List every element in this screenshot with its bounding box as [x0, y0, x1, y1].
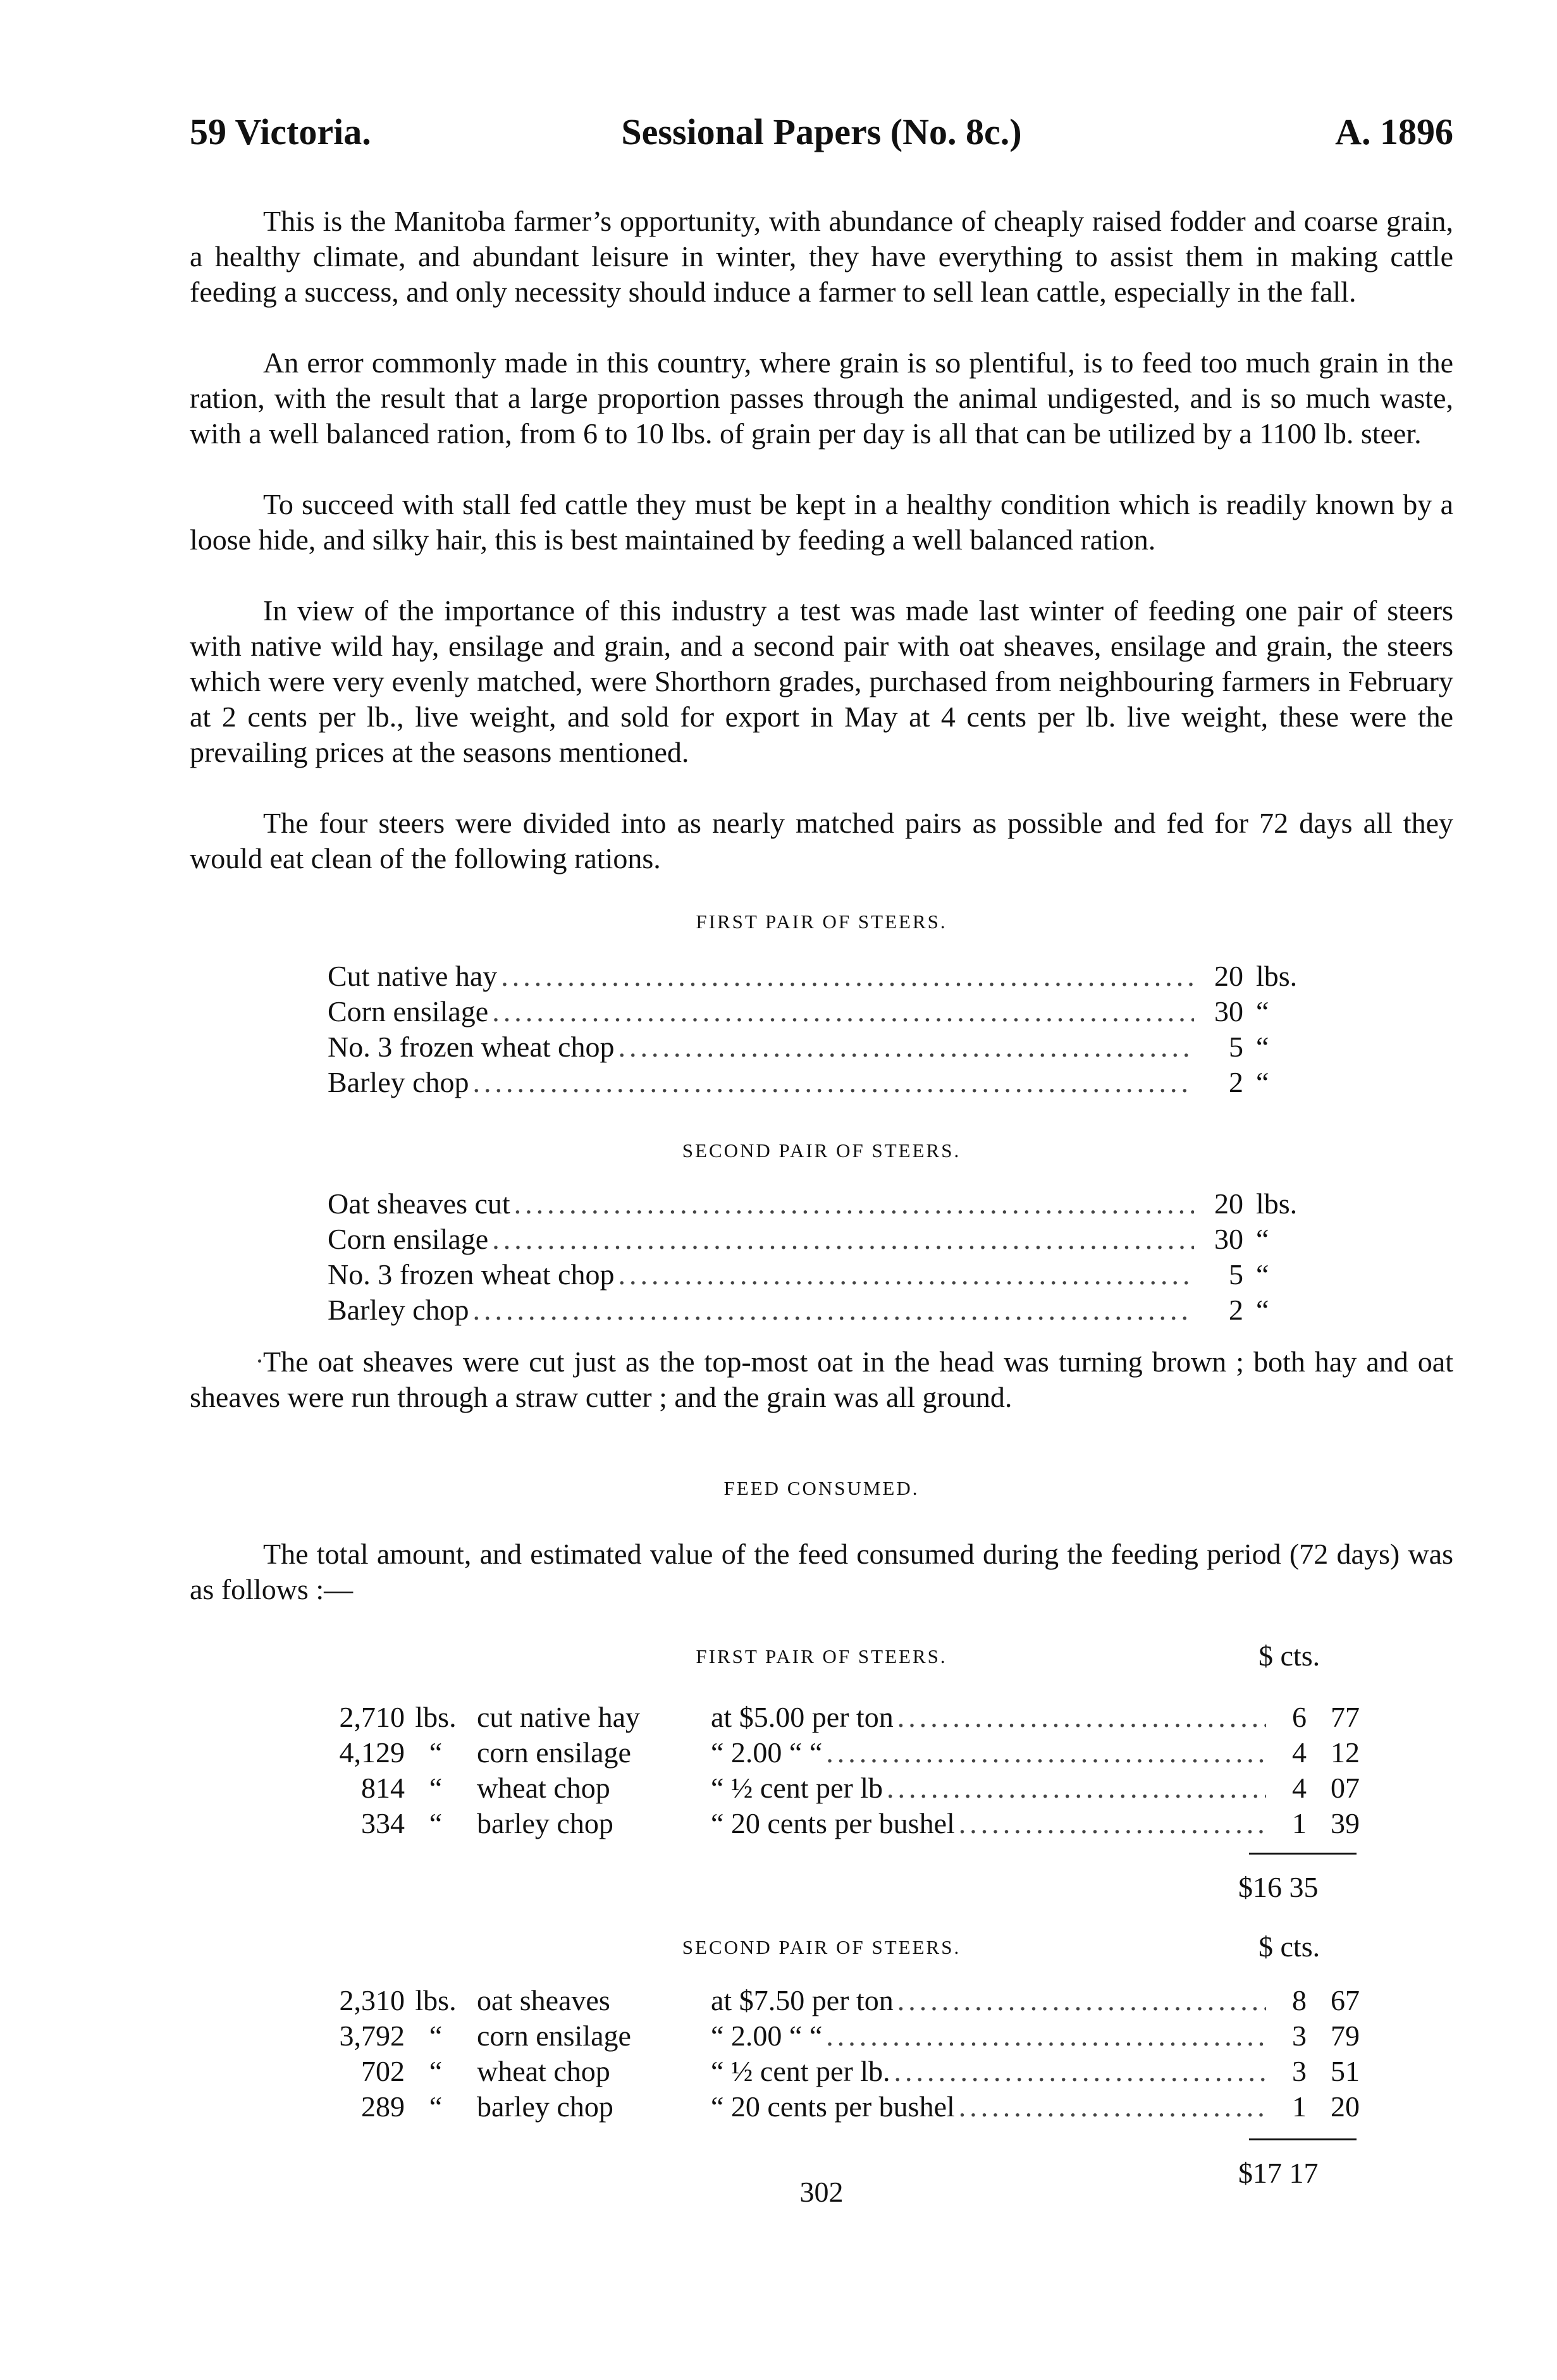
- cell-item: cut native hay: [477, 1701, 641, 1733]
- ration-qty: 20: [1214, 960, 1243, 992]
- cost-header-first: [190, 1639, 1453, 1674]
- paragraph-total-amount: The total amount, and estimated value of the feed consumed during the feeding period (72 days) was as follows :—: [190, 1538, 1453, 1605]
- cell-unit: “: [429, 1772, 443, 1804]
- leader-dots: [614, 1029, 1194, 1065]
- cell-weight: 3,792: [339, 2020, 405, 2052]
- cell-item: barley chop: [477, 1807, 613, 1839]
- cell-rate: “ 2.00 “ “: [711, 1736, 823, 1769]
- cell-cents: 39: [1331, 1807, 1360, 1839]
- ration-unit: “: [1256, 995, 1269, 1027]
- cell-unit: “: [429, 2020, 443, 2052]
- cell-cents: 67: [1331, 1984, 1360, 2016]
- cell-dollars: 4: [1292, 1736, 1307, 1769]
- table-row: [285, 2054, 1360, 2089]
- ration-label: Cut native hay: [328, 960, 498, 992]
- cell-item: wheat chop: [477, 1772, 610, 1804]
- ration-unit: “: [1256, 1066, 1269, 1098]
- leader-dots: [614, 1257, 1194, 1292]
- paragraph-oat-sheaves: The oat sheaves were cut just as the top-most oat in the head was turning brown ; both hay and oat sheaves were run through a straw cutter ; and the grain was all ground.: [190, 1346, 1453, 1413]
- header-session: 59 Victoria.: [190, 111, 371, 152]
- currency-label: $ cts.: [1259, 1640, 1320, 1672]
- ration-row: [328, 1029, 1326, 1065]
- paragraph-stall-fed: To succeed with stall fed cattle they must be kept in a healthy condition which is readily known by a loose hide, and silky hair, this is best maintained by feeding a well balanced ration.: [190, 488, 1453, 556]
- cell-item: corn ensilage: [477, 1736, 631, 1769]
- cell-rate: “ 2.00 “ “: [711, 2020, 823, 2052]
- ration-unit: “: [1256, 1223, 1269, 1255]
- leader-dots: [894, 1700, 1266, 1735]
- cell-cents: 79: [1331, 2020, 1360, 2052]
- table-row: [285, 1700, 1360, 1735]
- leader-dots: [488, 994, 1194, 1029]
- cell-unit: lbs.: [415, 1984, 457, 2016]
- cell-rate: “ 20 cents per bushel: [711, 1807, 955, 1839]
- ration-qty: 5: [1229, 1031, 1243, 1063]
- table-row: [285, 1770, 1360, 1806]
- ration-label: Corn ensilage: [328, 1223, 489, 1255]
- cell-unit: “: [429, 1736, 443, 1769]
- cost-table-second: [285, 1983, 1360, 2125]
- heading-first-pair-costs: FIRST PAIR OF STEERS.: [696, 1645, 947, 1667]
- header-year: A. 1896: [1335, 111, 1453, 152]
- heading-second-pair-costs: SECOND PAIR OF STEERS.: [682, 1936, 961, 1958]
- paragraph-error: An error commonly made in this country, where grain is so plentiful, is to feed too much grain in the ration, with the result that a large proportion passes through the animal undigested, and is so much waste, with a well balanced ration, from 6 to 10 lbs. of grain per day is all that can be utilized by a 1100 lb. steer.: [190, 347, 1453, 450]
- table-row: [285, 1983, 1360, 2018]
- total-first-pair: $16 35: [1238, 1871, 1319, 1903]
- cell-weight: 2,310: [339, 1984, 405, 2016]
- table-row: [285, 2018, 1360, 2054]
- cell-rate: “ 20 cents per bushel: [711, 2090, 955, 2123]
- cell-dollars: 8: [1292, 1984, 1307, 2016]
- ration-qty: 20: [1214, 1187, 1243, 1220]
- header-title: Sessional Papers (No. 8c.): [621, 111, 1022, 152]
- paragraph-opportunity: This is the Manitoba farmer’s opportunity, with abundance of cheaply raised fodder and coarse grain, a healthy climate, and abundant leisure in winter, they have everything to assist them in making cattle feeding a success, and only necessity should induce a farmer to sell lean cattle, especially in the fall.: [190, 205, 1453, 308]
- cell-cents: 07: [1331, 1772, 1360, 1804]
- cell-unit: “: [429, 2090, 443, 2123]
- leader-dots: [822, 1735, 1266, 1770]
- ration-label: Barley chop: [328, 1066, 469, 1098]
- ration-row: [328, 1186, 1326, 1222]
- heading-second-pair-rations: SECOND PAIR OF STEERS.: [682, 1139, 961, 1162]
- table-row: [285, 1735, 1360, 1770]
- ration-qty: 2: [1229, 1066, 1243, 1098]
- cell-dollars: 3: [1292, 2055, 1307, 2087]
- ration-label: Barley chop: [328, 1294, 469, 1326]
- cell-dollars: 4: [1292, 1772, 1307, 1804]
- cell-cents: 20: [1331, 2090, 1360, 2123]
- cell-item: oat sheaves: [477, 1984, 610, 2016]
- ration-row: [328, 959, 1326, 994]
- total-second-pair: $17 17: [1238, 2157, 1319, 2189]
- heading-first-pair-rations: FIRST PAIR OF STEERS.: [696, 911, 947, 933]
- ration-unit: “: [1256, 1258, 1269, 1291]
- ration-row: [328, 1257, 1326, 1292]
- ration-row: [328, 1222, 1326, 1257]
- ration-qty: 5: [1229, 1258, 1243, 1291]
- ration-row: [328, 994, 1326, 1029]
- cell-unit: “: [429, 1807, 443, 1839]
- sum-rule: [1249, 1853, 1357, 1855]
- ration-list-second: [328, 1186, 1326, 1328]
- leader-dots: [510, 1186, 1194, 1222]
- table-row: [285, 2089, 1360, 2125]
- sum-rule: [1249, 2138, 1357, 2140]
- cost-header-second: [190, 1930, 1453, 1965]
- ration-qty: 30: [1214, 1223, 1243, 1255]
- cell-cents: 51: [1331, 2055, 1360, 2087]
- ration-qty: 2: [1229, 1294, 1243, 1326]
- paragraph-four-steers: The four steers were divided into as nearly matched pairs as possible and fed for 72 days all they would eat clean of the following rations.: [190, 807, 1453, 874]
- cell-dollars: 3: [1292, 2020, 1307, 2052]
- cell-cents: 77: [1331, 1701, 1360, 1733]
- cell-item: corn ensilage: [477, 2020, 631, 2052]
- cell-rate: “ ½ cent per lb: [711, 1772, 883, 1804]
- cell-weight: 2,710: [339, 1701, 405, 1733]
- cell-dollars: 1: [1292, 2090, 1307, 2123]
- ration-row: [328, 1065, 1326, 1100]
- cell-unit: lbs.: [415, 1701, 457, 1733]
- cell-weight: 702: [361, 2055, 405, 2087]
- cost-table-first: [285, 1700, 1360, 1841]
- cell-dollars: 1: [1292, 1807, 1307, 1839]
- paragraph-test: In view of the importance of this industry a test was made last winter of feeding one pair of steers with native wild hay, ensilage and grain, and a second pair with oat sheaves, ensilage and grain, the steers which were very evenly matched, were Shorthorn grades, purchased from neighbouring farmers in February at 2 cents per lb., live weight, and sold for export in May at 4 cents per lb. live weight, these were the prevailing prices at the seasons mentioned.: [190, 594, 1453, 768]
- cell-cents: 12: [1331, 1736, 1360, 1769]
- cell-unit: “: [429, 2055, 443, 2087]
- ration-row: [328, 1292, 1326, 1328]
- ration-unit: lbs.: [1256, 1187, 1298, 1220]
- ration-label: No. 3 frozen wheat chop: [328, 1258, 615, 1291]
- page-number: 302: [799, 2176, 844, 2208]
- leader-dots: [497, 959, 1194, 994]
- leader-dots: [822, 2018, 1266, 2054]
- heading-feed-consumed: FEED CONSUMED.: [723, 1477, 920, 1499]
- cell-weight: 289: [361, 2090, 405, 2123]
- ration-qty: 30: [1214, 995, 1243, 1027]
- ration-unit: “: [1256, 1294, 1269, 1326]
- cell-weight: 814: [361, 1772, 405, 1804]
- cell-item: barley chop: [477, 2090, 613, 2123]
- currency-label: $ cts.: [1259, 1930, 1320, 1963]
- table-row: [285, 1806, 1360, 1841]
- cell-weight: 4,129: [339, 1736, 405, 1769]
- ration-label: No. 3 frozen wheat chop: [328, 1031, 615, 1063]
- ration-list-first: [328, 959, 1326, 1100]
- leader-dots: [469, 1065, 1194, 1100]
- leader-dots: [883, 1770, 1266, 1806]
- cell-dollars: 6: [1292, 1701, 1307, 1733]
- cell-rate: at $5.00 per ton: [711, 1701, 894, 1733]
- ration-label: Corn ensilage: [328, 995, 489, 1027]
- ration-label: Oat sheaves cut: [328, 1187, 510, 1220]
- leader-dots: [488, 1222, 1194, 1257]
- leader-dots: [955, 1806, 1266, 1841]
- cell-rate: at $7.50 per ton: [711, 1984, 894, 2016]
- ration-unit: “: [1256, 1031, 1269, 1063]
- cell-weight: 334: [361, 1807, 405, 1839]
- running-header: [190, 111, 1453, 161]
- leader-dots: [955, 2089, 1266, 2125]
- cell-item: wheat chop: [477, 2055, 610, 2087]
- ration-unit: lbs.: [1256, 960, 1298, 992]
- cell-rate: “ ½ cent per lb.: [711, 2055, 890, 2087]
- leader-dots: [894, 1983, 1266, 2018]
- leader-dots: [890, 2054, 1266, 2089]
- leader-dots: [469, 1292, 1194, 1328]
